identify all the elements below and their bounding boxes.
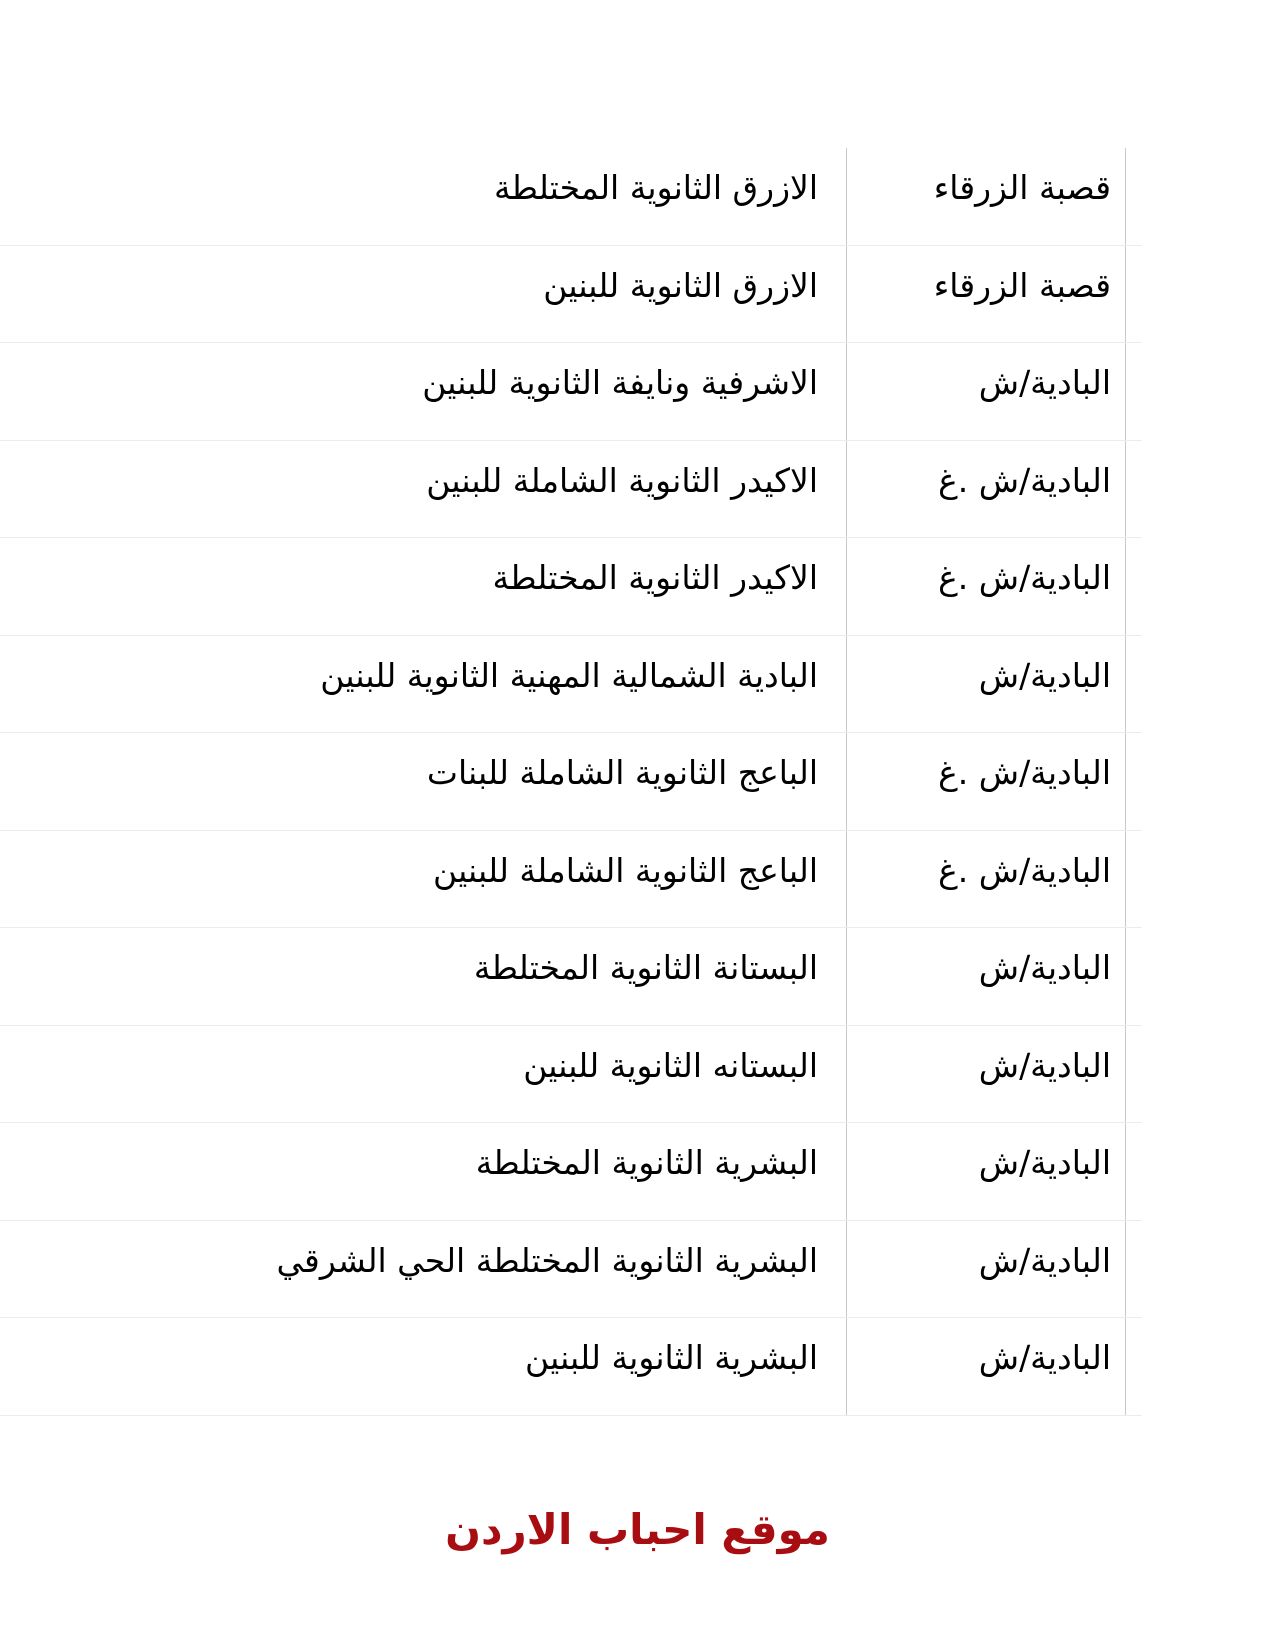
table-row: [0, 1026, 1142, 1124]
district-cell: قصبة الزرقاء: [846, 246, 1126, 343]
district-cell: البادية/ش: [846, 1221, 1126, 1318]
school-cell: الاكيدر الثانوية الشاملة للبنين: [426, 460, 818, 500]
school-cell: البستانة الثانوية المختلطة: [473, 948, 818, 987]
district-cell: البادية/ش: [846, 636, 1126, 733]
school-cell: البادية الشمالية المهنية الثانوية للبنين: [320, 655, 818, 695]
school-cell: البشرية الثانوية للبنين: [524, 1338, 818, 1377]
school-cell: الباعج الثانوية الشاملة للبنين: [432, 850, 818, 890]
district-cell: البادية/ش .غ: [846, 733, 1126, 830]
table-row: [0, 1318, 1142, 1416]
district-cell: البادية/ش: [846, 1123, 1126, 1220]
district-cell: البادية/ش: [846, 1026, 1126, 1123]
table-row: [0, 636, 1142, 734]
school-cell: البشرية الثانوية المختلطة: [475, 1143, 818, 1182]
school-cell: الازرق الثانوية للبنين: [543, 265, 818, 305]
table-row: [0, 148, 1142, 246]
district-cell: البادية/ش .غ: [846, 831, 1126, 928]
district-cell: البادية/ش: [846, 1318, 1126, 1415]
schools-table: [0, 148, 1142, 1416]
district-cell: البادية/ش: [846, 928, 1126, 1025]
table-row: [0, 441, 1142, 539]
table-row: [0, 733, 1142, 831]
table-row: [0, 831, 1142, 929]
school-cell: البشرية الثانوية المختلطة الحي الشرقي: [276, 1240, 818, 1280]
district-cell: قصبة الزرقاء: [846, 148, 1126, 245]
table-row: [0, 343, 1142, 441]
school-cell: الازرق الثانوية المختلطة: [493, 168, 818, 207]
district-cell: البادية/ش .غ: [846, 538, 1126, 635]
table-row: [0, 928, 1142, 1026]
district-cell: البادية/ش .غ: [846, 441, 1126, 538]
table-row: [0, 246, 1142, 344]
site-footer-title: موقع احباب الاردن: [445, 1505, 830, 1554]
table-row: [0, 1221, 1142, 1319]
district-cell: البادية/ش: [846, 343, 1126, 440]
table-row: [0, 1123, 1142, 1221]
school-cell: البستانه الثانوية للبنين: [523, 1045, 818, 1085]
school-cell: الباعج الثانوية الشاملة للبنات: [426, 753, 818, 792]
table-row: [0, 538, 1142, 636]
school-cell: الاكيدر الثانوية المختلطة: [492, 558, 818, 597]
school-cell: الاشرفية ونايفة الثانوية للبنين: [422, 363, 818, 402]
